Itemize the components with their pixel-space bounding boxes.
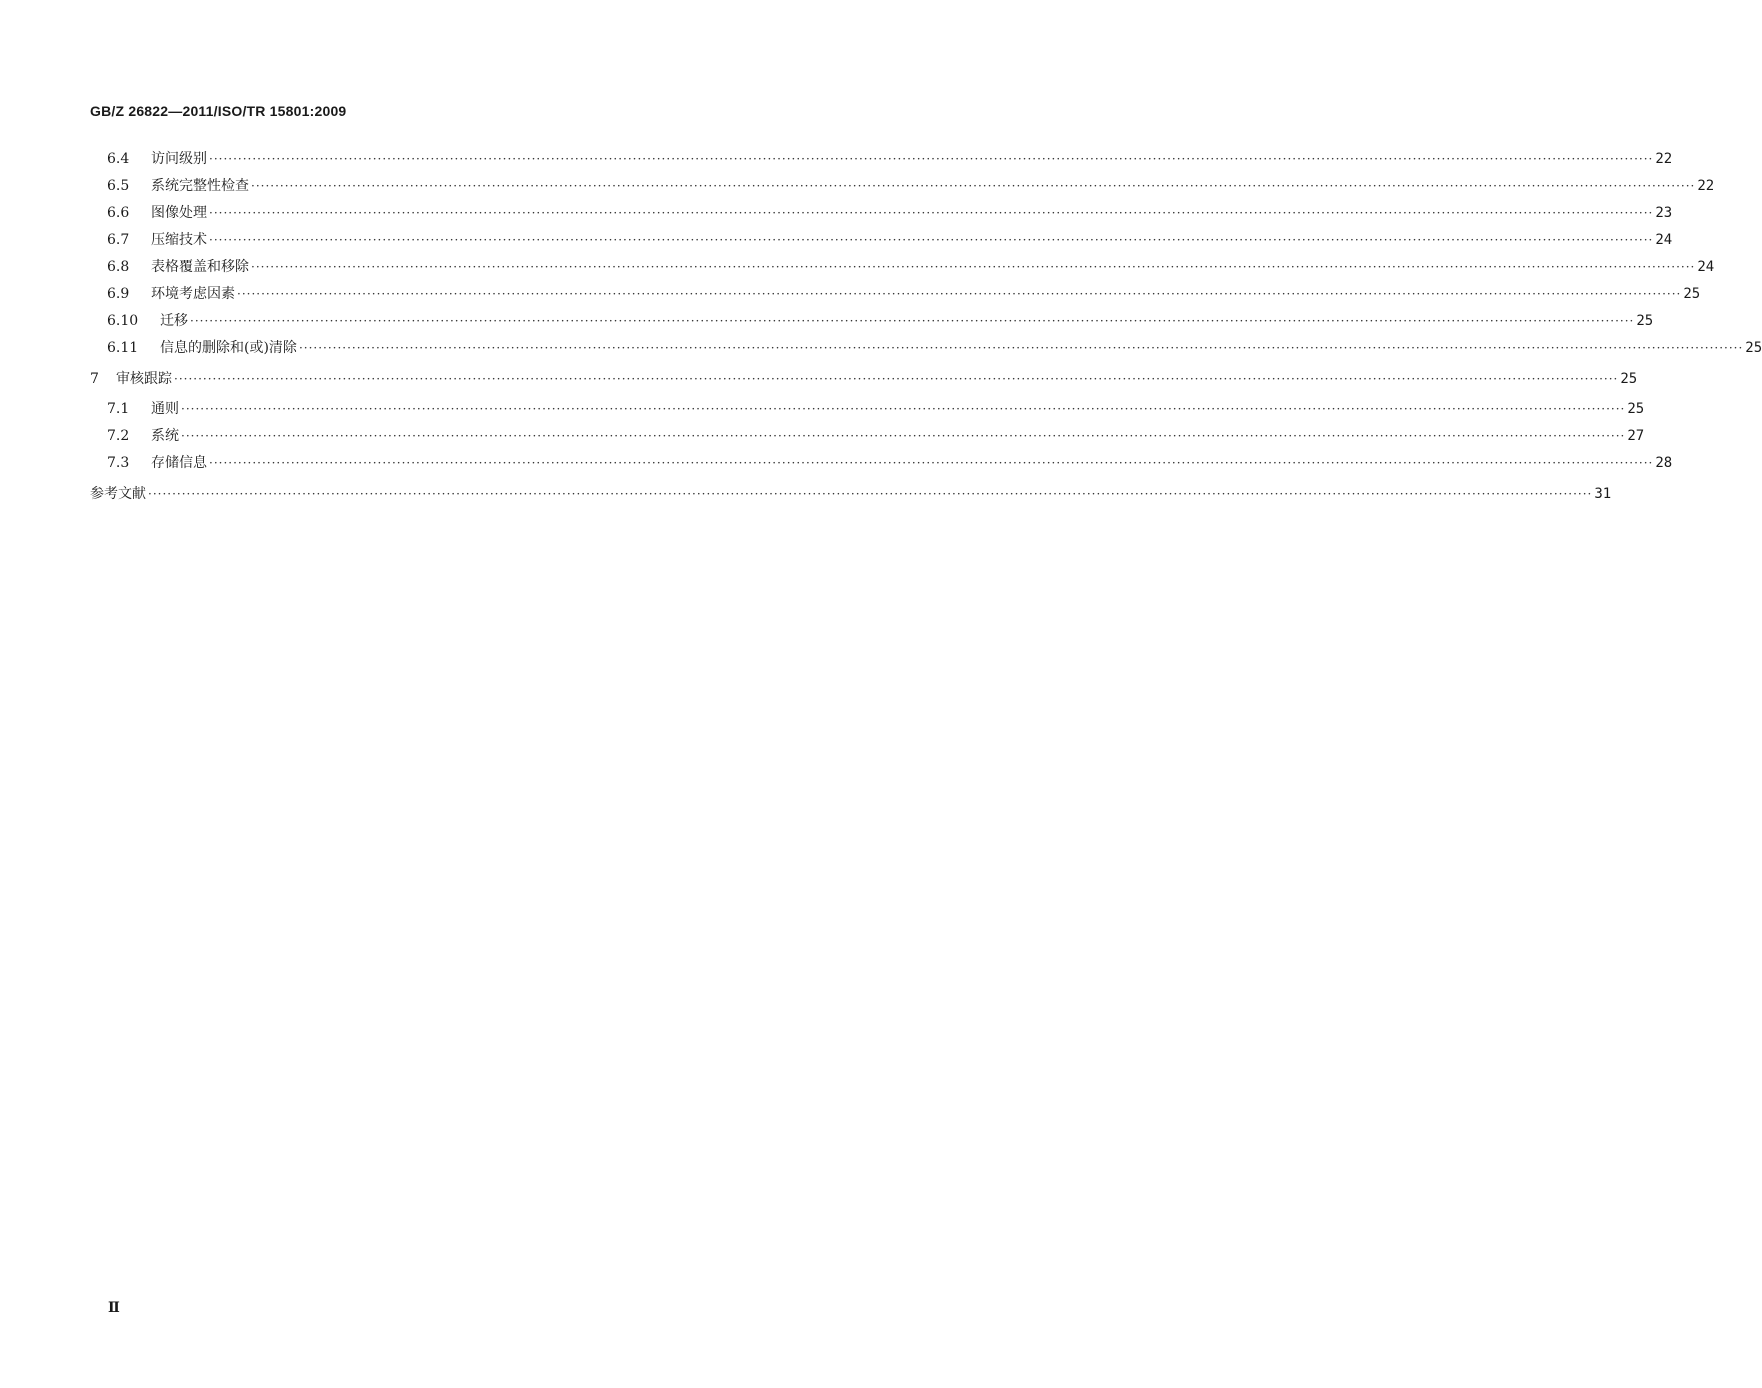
toc-entry-page: 22 [1697,178,1715,194]
toc-entry-6-8[interactable] [107,257,1715,277]
toc-entry-7[interactable] [90,369,1638,389]
toc-entry-number: 6.11 [107,340,139,356]
toc-entry-number: 6.9 [107,286,130,302]
toc-entry-title: 压缩技术 [151,232,207,248]
toc-entry-title: 图像处理 [151,205,207,221]
toc-leader-dots: ············································································································································································································································································································ [251,179,1696,193]
toc-entry-page: 24 [1655,232,1673,248]
toc-entry-title: 信息的删除和(或)清除 [160,340,297,356]
toc-leader-dots: ············································································································································································································································································································ [251,260,1696,274]
toc-leader-dots: ············································································································································································································································································································ [181,429,1626,443]
toc-entry-number: 7.3 [107,455,130,471]
toc-leader-dots: ············································································································································································································································································································ [148,487,1593,501]
toc-entry-title: 系统 [151,428,179,444]
toc-entry-title: 表格覆盖和移除 [151,259,249,275]
toc-entry-page: 25 [1636,313,1654,329]
toc-entry-number: 6.10 [107,313,139,329]
toc-entry-title: 环境考虑因素 [151,286,235,302]
toc-leader-dots: ············································································································································································································································································································ [190,314,1635,328]
toc-entry-6-7[interactable] [107,230,1673,250]
toc-entry-6-9[interactable] [107,284,1701,304]
toc-entry-page: 23 [1655,205,1673,221]
toc-entry-6-6[interactable] [107,203,1673,223]
toc-entry-title: 存储信息 [151,455,207,471]
toc-leader-dots: ············································································································································································································································································································ [237,287,1682,301]
toc-entry-7-1[interactable] [107,399,1645,419]
toc-entry-page: 25 [1683,286,1701,302]
toc-entry-page: 27 [1627,428,1645,444]
document-header: GB/Z 26822—2011/ISO/TR 15801:2009 [90,103,347,119]
toc-entry-6-5[interactable] [107,176,1715,196]
toc-entry-6-4[interactable] [107,149,1673,169]
toc-entry-number: 6.8 [107,259,130,275]
toc-entry-7-3[interactable] [107,453,1673,473]
toc-leader-dots: ············································································································································································································································································································ [209,152,1654,166]
toc-leader-dots: ············································································································································································································································································································ [181,402,1626,416]
toc-entry-title: 系统完整性检查 [151,178,249,194]
toc-entry-title: 迁移 [160,313,188,329]
toc-leader-dots: ············································································································································································································································································································ [174,372,1619,386]
toc-entry-number: 6.7 [107,232,130,248]
toc-entry-page: 25 [1745,340,1762,356]
toc-leader-dots: ············································································································································································································································································································ [209,206,1654,220]
toc-entry-number: 7 [90,371,99,387]
toc-entry-page: 25 [1627,401,1645,417]
toc-entry-title: 参考文献 [90,486,146,502]
toc-entry-number: 6.5 [107,178,130,194]
toc-entry-title: 审核跟踪 [116,371,172,387]
toc-entry-page: 22 [1655,151,1673,167]
toc-leader-dots: ············································································································································································································································································································ [209,456,1654,470]
toc-leader-dots: ············································································································································································································································································································ [298,341,1744,355]
toc-entry-number: 7.1 [107,401,130,417]
toc-entry-title: 访问级别 [151,151,207,167]
toc-entry-number: 7.2 [107,428,130,444]
toc-entry-number: 6.4 [107,151,130,167]
page-number: Ⅱ [108,1300,120,1316]
toc-entry-references[interactable] [90,484,1612,504]
toc-entry-6-10[interactable] [107,311,1654,331]
toc-leader-dots: ············································································································································································································································································································ [209,233,1654,247]
toc-entry-6-11[interactable] [107,338,1762,358]
toc-entry-page: 25 [1620,371,1638,387]
toc-entry-7-2[interactable] [107,426,1645,446]
toc-entry-page: 28 [1655,455,1673,471]
toc-entry-page: 31 [1594,486,1612,502]
toc-entry-page: 24 [1697,259,1715,275]
toc-entry-number: 6.6 [107,205,130,221]
toc-entry-title: 通则 [151,401,179,417]
